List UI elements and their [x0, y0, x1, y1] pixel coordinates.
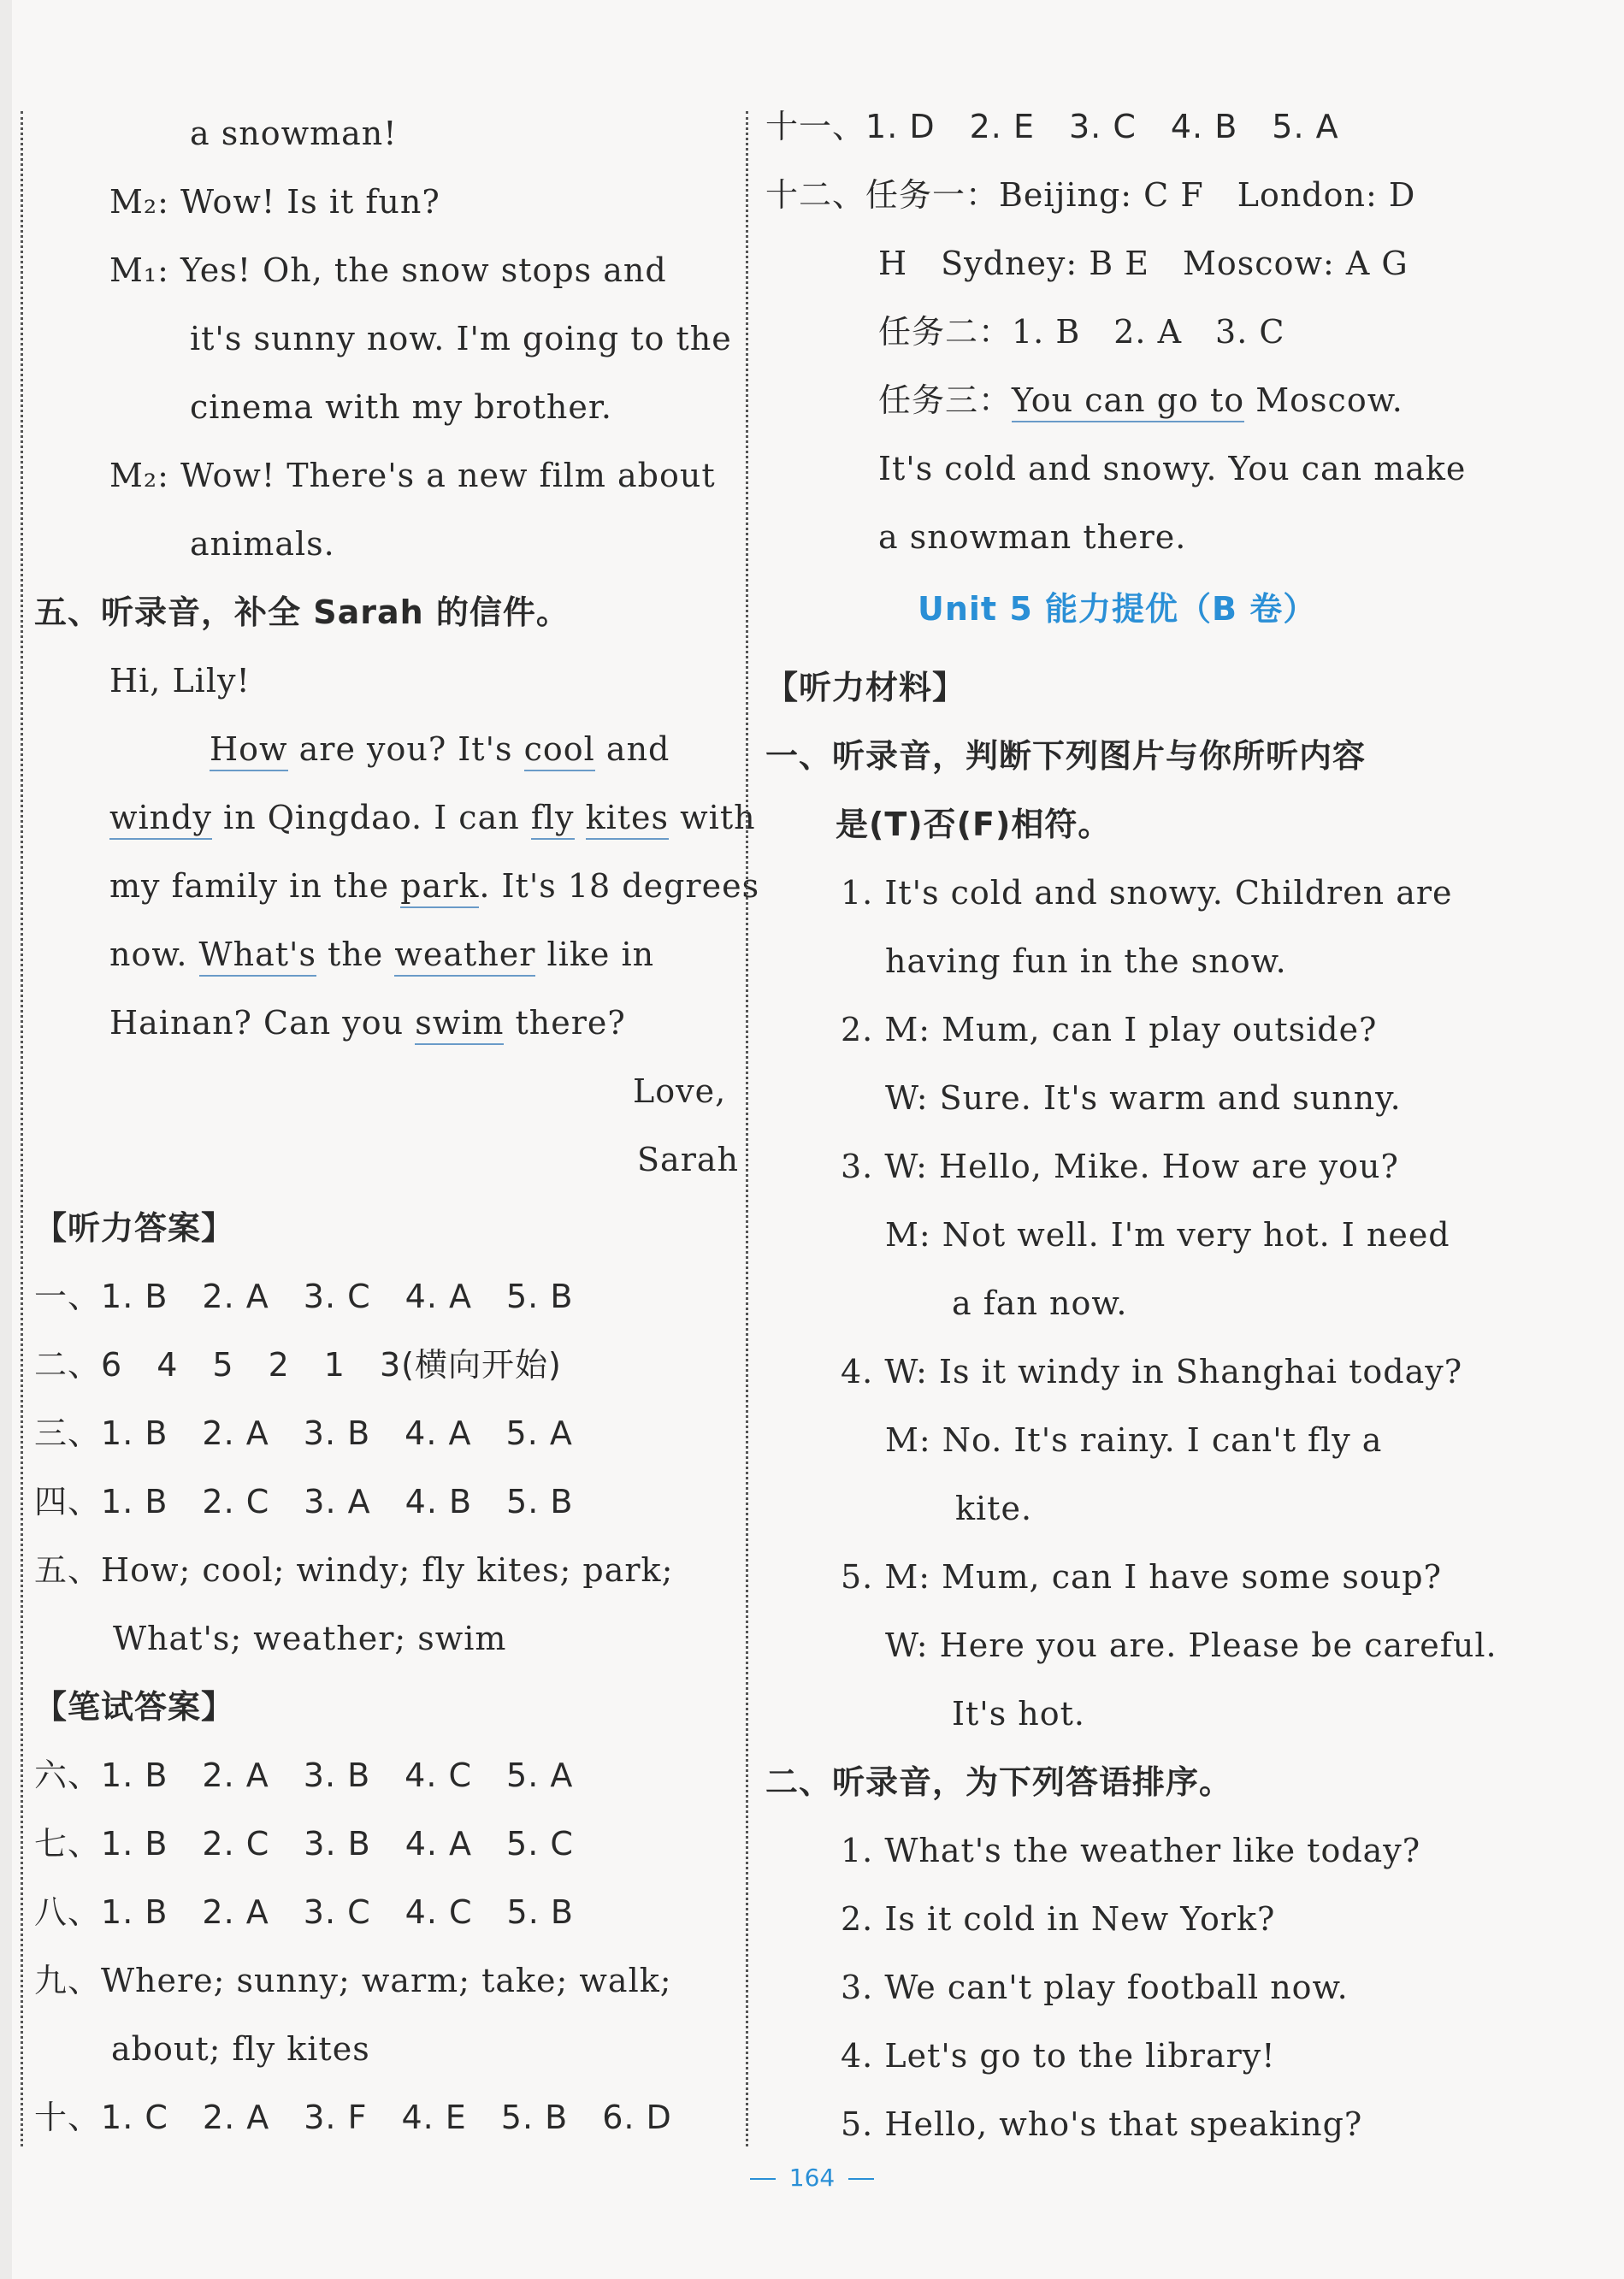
dialog-line: kite.: [955, 1490, 1033, 1527]
answer-row: [34, 2097, 672, 2138]
dialog-line: [109, 250, 725, 291]
answer-item: 5. B: [505, 1278, 574, 1315]
dialog-line: it's sunny now. I'm going to the: [190, 320, 732, 357]
letter-text: in Qingdao. I can: [223, 799, 520, 836]
letter-line: [109, 865, 759, 906]
answer-row: [878, 380, 1403, 421]
answer-item: 6: [101, 1346, 123, 1384]
section-2-heading: 二、听录音，为下列答语排序。: [765, 1763, 1233, 1801]
left-margin-dots: [21, 111, 23, 2146]
answer-item: 3. C: [1068, 108, 1137, 145]
list-item: 5. Hello, who's that speaking?: [841, 2105, 1363, 2143]
answer-item: 1. B: [101, 1483, 168, 1520]
answer-item: 4. B: [1170, 108, 1238, 145]
answer-row: [34, 1892, 574, 1933]
answer-row: It's cold and snowy. You can make: [878, 450, 1467, 487]
letter-line: [109, 1002, 626, 1043]
answer-item: 1. B: [101, 1414, 168, 1452]
answer-item: 4. C: [405, 1893, 473, 1931]
letter-text: my family in the: [109, 867, 390, 905]
answer-label: 六、: [34, 1756, 102, 1794]
dialog-line: M₂: Wow! There's a new film about: [109, 457, 716, 494]
answer-label: 十、: [34, 2099, 102, 2136]
letter-text: . It's 18 degrees: [479, 867, 760, 905]
answer-item: 2. A: [202, 1893, 269, 1931]
answer-row: 十二、任务一：Beijing: C F London: D: [765, 176, 1416, 214]
answer-label: 三、: [34, 1414, 102, 1452]
material-heading: 【听力材料】: [765, 669, 966, 706]
answer-item: 1. B: [101, 1756, 168, 1794]
answer-item: 2. A: [202, 1756, 269, 1794]
letter-text: are you? It's: [298, 730, 513, 768]
unit-title: Unit 5 能力提优（B 卷）: [918, 590, 1317, 628]
letter-closing: Love,: [633, 1072, 727, 1110]
letter-text: like in: [546, 936, 655, 973]
answer-label: 八、: [34, 1893, 102, 1931]
dialog-line: a fan now.: [952, 1284, 1128, 1322]
dialog-line: W: Sure. It's warm and sunny.: [885, 1079, 1402, 1117]
answer-item: 2. A: [202, 2099, 270, 2136]
answer-row: [34, 1481, 573, 1522]
section-5-heading: 五、听录音，补全 Sarah 的信件。: [34, 593, 570, 631]
answer-row: a snowman there.: [878, 518, 1187, 556]
letter-text: there?: [515, 1004, 626, 1042]
answer-item: 2. A: [202, 1278, 269, 1315]
answer-item: 3. F: [304, 2099, 368, 2136]
answer-item: 3. B: [303, 1414, 371, 1452]
answer-item: 3. B: [304, 1825, 371, 1863]
letter-text: now.: [109, 936, 188, 973]
dialog-line: 2. M: Mum, can I play outside?: [841, 1011, 1378, 1048]
dialog-line: having fun in the snow.: [885, 942, 1287, 980]
page-edge: [0, 0, 12, 2279]
answer-item: 2. A: [202, 1414, 269, 1452]
answer-row: [34, 1344, 562, 1385]
list-item: 4. Let's go to the library!: [841, 2037, 1276, 2075]
dialog-line: 5. M: Mum, can I have some soup?: [841, 1558, 1442, 1596]
answer-item: 3. C: [303, 1893, 371, 1931]
answer-item: 1. B: [101, 1825, 168, 1863]
underlined-answer: You can go to: [1012, 381, 1244, 422]
answer-item: 5: [212, 1346, 234, 1384]
blank-answer: What's: [199, 936, 316, 977]
answer-item: 4. E: [401, 2099, 467, 2136]
section-1-heading-cont: 是(T)否(F)相符。: [836, 806, 1112, 843]
dialog-line: 3. W: Hello, Mike. How are you?: [841, 1148, 1399, 1185]
dialog-line: W: Here you are. Please be careful.: [885, 1627, 1497, 1664]
answer-item: 2. C: [202, 1825, 270, 1863]
page-number: 164: [788, 2164, 836, 2192]
answer-item: 3(横向开始): [379, 1346, 562, 1384]
answer-row: 任务二：1. B 2. A 3. C: [878, 313, 1285, 351]
written-answers-heading: 【笔试答案】: [34, 1688, 235, 1726]
answer-item: 5. C: [506, 1825, 574, 1863]
answer-item: 4. A: [405, 1825, 473, 1863]
list-item: 2. Is it cold in New York?: [841, 1900, 1276, 1938]
answer-item: 2: [268, 1346, 290, 1384]
answer-item: 4. A: [405, 1414, 472, 1452]
letter-text: with: [680, 799, 756, 836]
answer-item: 6. D: [602, 2099, 672, 2136]
blank-answer: cool: [524, 730, 595, 771]
answer-row: [34, 1823, 574, 1864]
blank-answer: park: [400, 867, 479, 908]
blank-answer: swim: [415, 1004, 504, 1045]
dialog-line: 1. It's cold and snowy. Children are: [841, 874, 1453, 912]
answer-label: 四、: [34, 1483, 102, 1520]
blank-answer: weather: [394, 936, 535, 977]
letter-text: and: [605, 730, 670, 768]
answer-row: What's; weather; swim: [113, 1620, 507, 1657]
dialog-line: 4. W: Is it windy in Shanghai today?: [841, 1353, 1463, 1390]
answer-item: 4. C: [405, 1756, 473, 1794]
answer-item: 3. C: [303, 1278, 371, 1315]
answer-item: 5. A: [1272, 108, 1339, 145]
answer-label: 一、: [34, 1278, 102, 1315]
answer-item: 3. B: [303, 1756, 371, 1794]
letter-line: [109, 797, 756, 838]
dialog-line: It's hot.: [952, 1695, 1086, 1733]
answer-item: 1: [323, 1346, 345, 1384]
answer-item: 2. C: [202, 1483, 270, 1520]
answer-row: [34, 1413, 573, 1454]
letter-line: [210, 729, 727, 770]
dialog-line: cinema with my brother.: [190, 388, 612, 426]
footer-dash: [750, 2178, 776, 2180]
section-1-heading: 一、听录音，判断下列图片与你所听内容: [765, 737, 1367, 775]
answer-item: 1. B: [101, 1893, 168, 1931]
dialog-line: animals.: [190, 525, 335, 563]
answer-label: 十一、: [765, 108, 866, 145]
answer-item: 4. B: [405, 1483, 473, 1520]
answer-item: 4. A: [405, 1278, 472, 1315]
answer-row: H Sydney: B E Moscow: A G: [878, 245, 1408, 282]
answer-text: 任务三：: [878, 381, 1013, 419]
letter-signature: Sarah: [637, 1141, 739, 1178]
answer-row: [34, 1755, 573, 1796]
answer-label: 七、: [34, 1825, 102, 1863]
answer-label: 二、: [34, 1346, 102, 1384]
column-divider: [746, 111, 748, 2146]
answer-row: 五、How; cool; windy; fly kites; park;: [34, 1551, 674, 1589]
listening-answers-heading: 【听力答案】: [34, 1209, 235, 1247]
letter-text: the: [328, 936, 384, 973]
dialog-line: M: No. It's rainy. I can't fly a: [885, 1421, 1383, 1459]
answer-item: 5. B: [506, 1893, 574, 1931]
answer-item: 4: [156, 1346, 179, 1384]
answer-item: 1. B: [101, 1278, 168, 1315]
answer-row: [765, 106, 1339, 147]
dialog-line: M: Not well. I'm very hot. I need: [885, 1216, 1450, 1254]
answer-item: 1. C: [101, 2099, 168, 2136]
answer-row: about; fly kites: [111, 2030, 370, 2068]
answer-item: 2. E: [969, 108, 1035, 145]
answer-item: 3. A: [304, 1483, 371, 1520]
answer-row: [34, 1276, 573, 1317]
dialog-line: M₂: Wow! Is it fun?: [109, 183, 440, 221]
letter-text: Hainan? Can you: [109, 1004, 405, 1042]
blank-answer: kites: [586, 799, 669, 840]
list-item: 3. We can't play football now.: [841, 1969, 1349, 2006]
answer-text: Moscow.: [1255, 381, 1403, 419]
answer-item: 5. A: [505, 1414, 573, 1452]
page-footer: [0, 2164, 1624, 2192]
answer-item: 5. A: [506, 1756, 574, 1794]
list-item: 1. What's the weather like today?: [841, 1832, 1421, 1869]
dialog-line: a snowman!: [190, 115, 398, 152]
answer-item: 5. B: [506, 1483, 574, 1520]
answer-item: 1. D: [865, 108, 936, 145]
answer-row: 九、Where; sunny; warm; take; walk;: [34, 1962, 672, 1999]
dialog-text: M₁: Yes! Oh, the snow stops and: [109, 251, 667, 289]
letter-greeting: Hi, Lily!: [109, 662, 251, 700]
answer-item: 5. B: [500, 2099, 569, 2136]
blank-answer: How: [210, 730, 288, 771]
blank-answer: windy: [109, 799, 212, 840]
blank-answer: fly: [531, 799, 575, 840]
letter-line: [109, 934, 654, 975]
footer-dash: [848, 2178, 874, 2180]
